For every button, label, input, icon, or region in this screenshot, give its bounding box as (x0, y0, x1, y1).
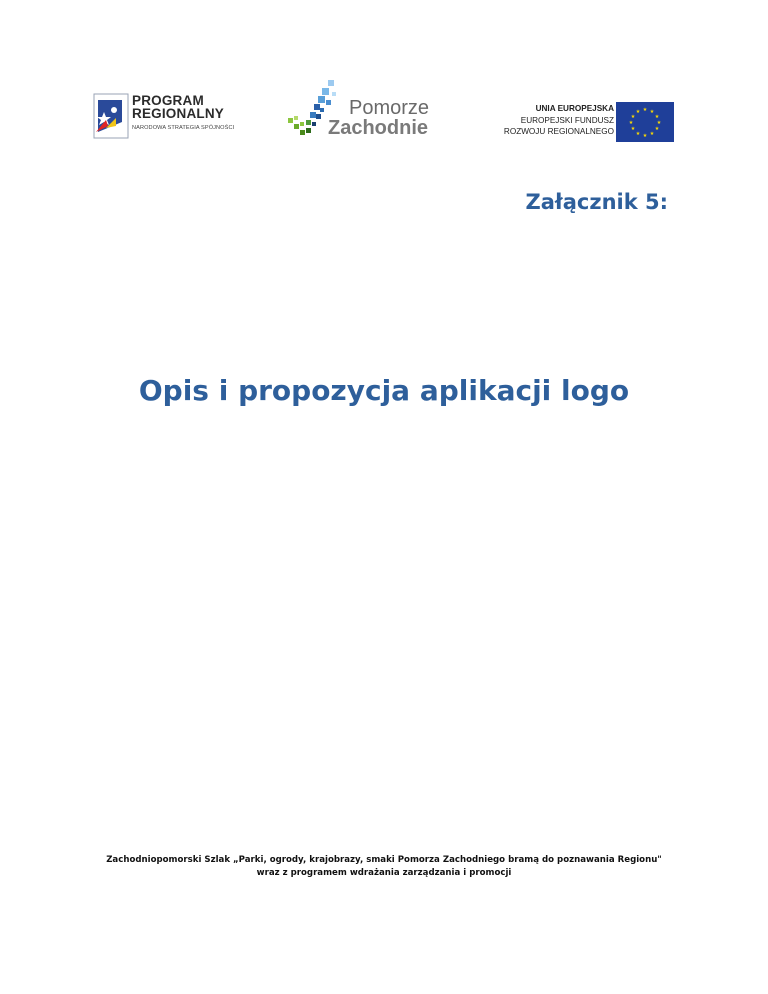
svg-text:★: ★ (654, 114, 660, 120)
pomorze-zachodnie-line2: Zachodnie (328, 117, 429, 139)
unia-europejska-line3: ROZWOJU REGIONALNEGO (503, 127, 614, 136)
program-regionalny-line1: PROGRAM (132, 93, 204, 108)
unia-europejska-logo (486, 102, 676, 142)
svg-text:★: ★ (630, 114, 636, 120)
program-regionalny-emblem-icon (92, 92, 132, 142)
svg-text:★: ★ (642, 133, 648, 139)
footer-line-1: Zachodniopomorski Szlak „Parki, ogrody, krajobrazy, smaki Pomorza Zachodniego bramą do poznawania Regionu" (106, 855, 662, 865)
eu-flag-icon (616, 102, 674, 142)
pomorze-zachodnie-logo (286, 78, 446, 144)
svg-text:★: ★ (642, 107, 648, 113)
unia-europejska-line2: EUROPEJSKI FUNDUSZ (520, 116, 614, 125)
svg-text:★: ★ (630, 126, 636, 132)
pomorze-zachodnie-line1: Pomorze (349, 97, 430, 119)
svg-text:★: ★ (635, 131, 641, 137)
svg-text:★: ★ (649, 109, 655, 115)
footer-line-2: wraz z programem wdrażania zarządzania i promocji (256, 868, 512, 878)
svg-text:★: ★ (649, 131, 655, 137)
svg-text:★: ★ (635, 109, 641, 115)
svg-text:★: ★ (628, 120, 634, 126)
logo-bar (0, 78, 768, 148)
program-regionalny-logo (92, 92, 248, 142)
page-footer (0, 854, 768, 880)
unia-europejska-line1: UNIA EUROPEJSKA (535, 104, 614, 113)
annex-label: Załącznik 5: (525, 190, 668, 214)
document-title: Opis i propozycja aplikacji logo (138, 374, 630, 407)
svg-text:★: ★ (654, 126, 660, 132)
svg-text:★: ★ (656, 120, 662, 126)
program-regionalny-line2: REGIONALNY (132, 106, 225, 121)
program-regionalny-tagline: NARODOWA STRATEGIA SPÓJNOŚCI (132, 125, 235, 131)
